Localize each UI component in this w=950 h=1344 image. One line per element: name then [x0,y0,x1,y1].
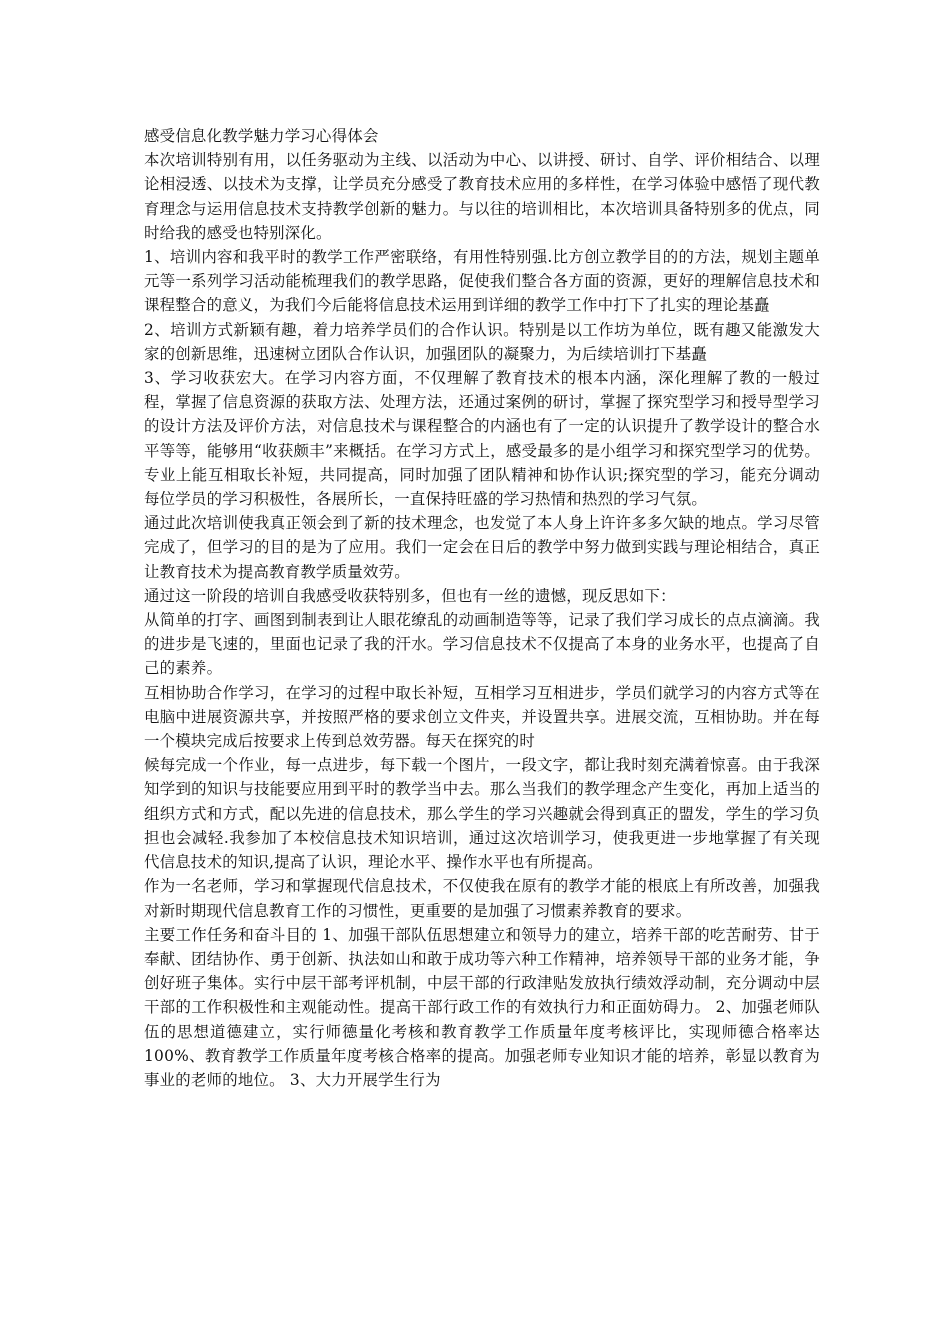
paragraph-reflection: 通过此次培训使我真正领会到了新的技术理念，也发觉了本人身上许许多多欠缺的地点。学习尽管完成了，但学习的目的是为了应用。我们一定会在日后的教学中努力做到实践与理论相结合，真正让教育技术为提高教育教学质量效劳。 [144,514,820,581]
paragraph-point-1: 1、培训内容和我平时的教学工作严密联络，有用性特别强.比方创立教学目的的方法，规划主题单元等一系列学习活动能梳理我们的教学思路，促使我们整合各方面的资源，更好的理解信息技术和课程整合的意义，为我们今后能将信息技术运用到详细的教学工作中打下了扎实的理论基矗 [144,248,820,315]
paragraph-point-3: 3、学习收获宏大。在学习内容方面，不仅理解了教育技术的根本内涵，深化理解了教的一般过程，掌握了信息资源的获取方法、处理方法，还通过案例的研讨，掌握了探究型学习和授导型学习的设计方法及评价方法，对信息技术与课程整合的内涵也有了一定的认识提升了教学设计的整合水平等等，能够用“收获颇丰”来概括。在学习方式上，感受最多的是小组学习和探究型学习的优势。专业上能互相取长补短，共同提高，同时加强了团队精神和协作认识;探究型的学习，能充分调动每位学员的学习积极性，各展所长，一直保持旺盛的学习热情和热烈的学习气氛。 [144,369,820,509]
document-page [144,124,820,1092]
paragraph-cooperation: 互相协助合作学习，在学习的过程中取长补短，互相学习互相进步，学员们就学习的内容方式等在电脑中进展资源共享，并按照严格的要求创立文件夹，并设置共享。进展交流，互相协助。并在每一个模块完成后按要求上传到总效劳器。每天在探究的时 [144,683,820,751]
paragraph-summary-intro: 通过这一阶段的培训自我感受收获特别多，但也有一丝的遗憾，现反思如下： [144,586,676,605]
document-title: 感受信息化教学魅力学习心得体会 [144,127,379,145]
paragraph-cooperation-cont: 候每完成一个作业，每一点进步，每下载一个图片，一段文字，都让我时刻充满着惊喜。由于我深知学到的知识与技能要应用到平时的教学当中去。那么当我们的教学理念产生变化，再加上适当的组织方式和方式，配以先进的信息技术，那么学生的学习兴趣就会得到真正的盟发，学生的学习负担也会减轻.我参加了本校信息技术知识培训，通过这次培训学习，使我更进一步地掌握了有关现代信息技术的知识,提高了认识，理论水平、操作水平也有所提高。 [144,756,820,872]
paragraph-intro: 本次培训特别有用，以任务驱动为主线、以活动为中心、以讲授、研讨、自学、评价相结合、以理论相浸透、以技术为支撑，让学员充分感受了教育技术应用的多样性，在学习体验中感悟了现代教育理念与运用信息技术支持教学创新的魅力。与以往的培训相比，本次培训具备特别多的优点，同时给我的感受也特别深化。 [144,151,820,242]
paragraph-teacher: 作为一名老师，学习和掌握现代信息技术，不仅使我在原有的教学才能的根底上有所改善，加强我对新时期现代信息教育工作的习惯性，更重要的是加强了习惯素养教育的要求。 [144,877,820,920]
paragraph-point-2: 2、培训方式新颖有趣，着力培养学员们的合作认识。特别是以工作坊为单位，既有趣又能激发大家的创新思维，迅速树立团队合作认识，加强团队的凝聚力，为后续培训打下基矗 [144,320,820,363]
paragraph-goals: 主要工作任务和奋斗目的 1、加强干部队伍思想建立和领导力的建立，培养干部的吃苦耐劳、甘于奉献、团结协作、勇于创新、执法如山和敢于成功等六种工作精神，培养领导干部的业务才能，争创好班子集体。实行中层干部考评机制，中层干部的行政津贴发放执行绩效浮动制，充分调动中层干部的工作积极性和主观能动性。提高干部行政工作的有效执行力和正面妨碍力。 2、加强老师队伍的思想道德建立，实行师德量化考核和教育教学工作质量年度考核评比，实现师德合格率达 100%、教育教学工作质量年度考核合格率的提高。加强老师专业知识才能的培养，彰显以教育为事业的老师的地位。 3、大力开展学生行为 [144,925,820,1089]
paragraph-progress: 从简单的打字、画图到制表到让人眼花缭乱的动画制造等等，记录了我们学习成长的点点滴滴。我的进步是飞速的，里面也记录了我的汗水。学习信息技术不仅提高了本身的业务水平，也提高了自己的素养。 [144,611,820,678]
